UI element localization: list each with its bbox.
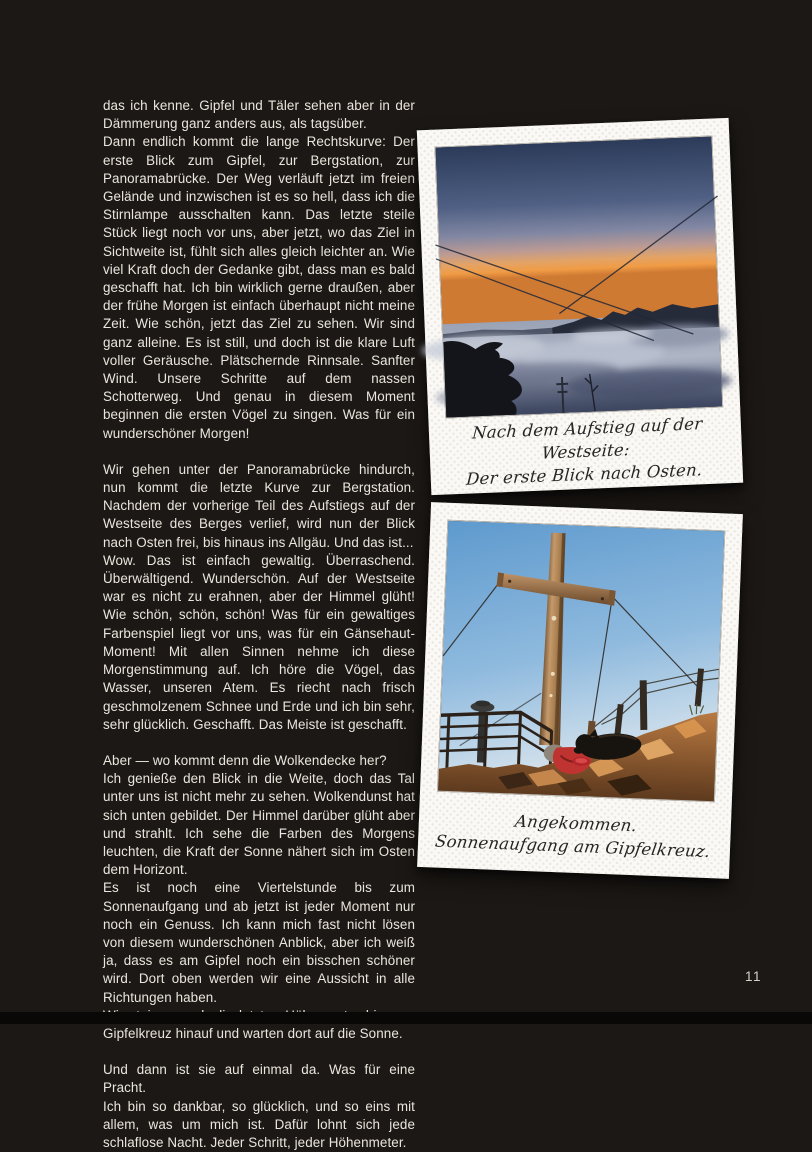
paragraph-10: Ich bin so dankbar, so glücklich, und so eins mit allem, was um mich ist. Dafür lohnt sich jede schlaflose Nacht. Jeder Schritt, jeder Höhenmeter. [103, 1098, 415, 1152]
paragraph-6: Ich genieße den Blick in die Weite, doch das Tal unter uns ist nicht mehr zu sehen. Wolkendunst hat sich unten gebildet. Der Himmel darüber glüht aber und strahlt. Ich sehe die Farben des Morgens leuchten, die Kraft der Sonne nähert sich im Osten dem Horizont. [103, 770, 415, 879]
caption-line-2: Der erste Blick nach Osten. [465, 458, 703, 491]
caption-line-1: Angekommen. [514, 810, 639, 838]
caption-line-1: Nach dem Aufstieg auf der Westseite: [446, 411, 727, 468]
polaroid-first-light [417, 118, 743, 495]
paragraph-3: Wir gehen unter der Panoramabrücke hindurch, nun kommt die letzte Kurve zur Bergstation. Nachdem der vorherige Teil des Aufstiegs auf der Westseite des Berges verlief, wird nun der Blick nach Osten frei, bis hinaus ins Allgäu. Und das ist... [103, 461, 415, 552]
paragraph-7: Es ist noch eine Viertelstunde bis zum Sonnenaufgang und ab jetzt ist jeder Moment nur noch ein Genuss. Ich kann mich fast nicht lösen von diesem wunderschönen Anblick, aber ich weiß ja, dass es am Gipfel noch ein bisschen schöner wird. Dort oben werden wir eine Aussicht in alle Richtungen haben. [103, 879, 415, 1006]
paragraph-8: Gipfelkreuz hinauf und warten dort auf die Sonne. [103, 1007, 415, 1043]
page-number: 11 [745, 969, 762, 984]
photo-dawn-sea-of-clouds [434, 136, 723, 419]
page-bottom-edge [0, 1012, 812, 1024]
paragraph-9: Und dann ist sie auf einmal da. Was für eine Pracht. [103, 1061, 415, 1097]
article-text [103, 97, 415, 1152]
paragraph-1: das ich kenne. Gipfel und Täler sehen aber in der Dämmerung ganz anders aus, als tagsüber. [103, 97, 415, 133]
paragraph-4: Wow. Das ist einfach gewaltig. Überraschend. Überwältigend. Wunderschön. Auf der Westseite war es nicht zu erahnen, aber der Himmel glüht! Wie schön, schön, schön! Was für ein gewaltiges Farbenspiel liegt vor uns, was für ein Gänsehaut-Moment! Mit allen Sinnen nehme ich diese Morgenstimmung auf. Ich höre die Vögel, das Wasser, unseren Atem. Es riecht nach frisch geschmolzenem Schnee und Erde und ich bin sehr, sehr glücklich. Geschafft. Das Meiste ist geschafft. [103, 552, 415, 734]
caption-line-2: Sonnenaufgang am Gipfelkreuz. [434, 830, 712, 863]
paragraph-5: Aber — wo kommt denn die Wolkendecke her? [103, 752, 415, 770]
photo-summit-cross [437, 520, 725, 802]
polaroid-summit-cross [417, 502, 743, 879]
paragraph-2: Dann endlich kommt die lange Rechtskurve: Der erste Blick zum Gipfel, zur Bergstation, zur Panoramabrücke. Der Weg verläuft jetzt im freien Gelände und inzwischen ist es so hell, dass ich die Stirnlampe ausschalten kann. Das letzte steile Stück liegt noch vor uns, aber jetzt, wo das Ziel in Sichtweite ist, fühlt sich alles gleich leichter an. Wie viel Kraft doch der Gedanke gibt, dass man es bald geschafft hat. Ich bin wirklich gerne draußen, aber der frühe Morgen ist einfach überhaupt nicht meine Zeit. Wie schön, jetzt das Ziel zu sehen. Wir sind ganz alleine. Es ist still, und doch ist die klare Luft voller Geräusche. Plätschernde Rinnsale. Sanfter Wind. Unsere Schritte auf dem nassen Schotterweg. Und genau in diesem Moment beginnen die ersten Vögel zu singen. Was für ein wunderschöner Morgen! [103, 133, 415, 442]
dawn-photo-graphic [436, 137, 723, 418]
caption-summit-cross [430, 792, 719, 878]
caption-first-light [444, 407, 727, 494]
summit-photo-graphic [438, 521, 724, 801]
